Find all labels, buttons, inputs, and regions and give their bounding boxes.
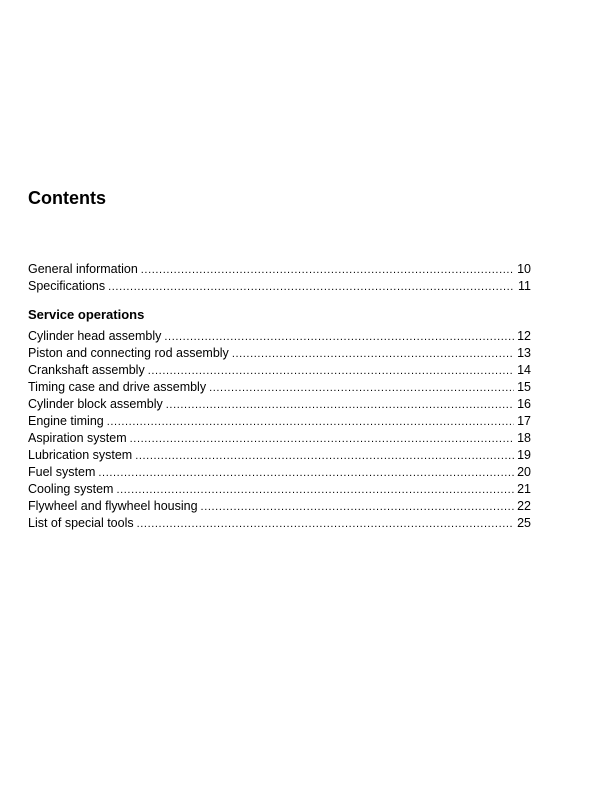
toc-entry-label: Crankshaft assembly: [28, 363, 145, 377]
toc-general-list: [28, 261, 531, 295]
toc-entry-label: Lubrication system: [28, 448, 133, 462]
toc-service-section: [28, 306, 531, 532]
toc-entry-label: Engine timing: [28, 414, 104, 428]
toc-entry[interactable]: [28, 430, 531, 447]
toc-entry-page: 25: [517, 516, 531, 530]
toc-entry-page: 18: [517, 431, 531, 445]
toc-entry-label: Cooling system: [28, 482, 114, 496]
toc-entry[interactable]: [28, 498, 531, 515]
toc-entry-page: 15: [517, 380, 531, 394]
toc-entry-label: Cylinder block assembly: [28, 397, 163, 411]
toc-entry-label: Timing case and drive assembly: [28, 380, 207, 394]
toc-entry-label: Flywheel and flywheel housing: [28, 499, 198, 513]
toc-entry[interactable]: [28, 362, 531, 379]
dot-leader: [166, 397, 514, 414]
toc-entry-label: Aspiration system: [28, 431, 127, 445]
toc-entry-label: Piston and connecting rod assembly: [28, 346, 229, 360]
dot-leader: [148, 363, 514, 380]
page-title: Contents: [28, 188, 106, 208]
toc-entry-page: 21: [517, 482, 531, 496]
toc-entry-page: 13: [517, 346, 531, 360]
toc-entry-label: Specifications: [28, 279, 106, 293]
toc-entry[interactable]: [28, 413, 531, 430]
toc-entry[interactable]: [28, 464, 531, 481]
toc-entry[interactable]: [28, 328, 531, 345]
dot-leader: [130, 431, 514, 448]
dot-leader: [209, 380, 514, 397]
toc-entry-page: 14: [517, 363, 531, 377]
toc-entry-page: 12: [517, 329, 531, 343]
toc-entry[interactable]: [28, 447, 531, 464]
toc-entry[interactable]: [28, 481, 531, 498]
dot-leader: [232, 346, 514, 363]
toc-entry[interactable]: [28, 396, 531, 413]
toc-entry-label: Cylinder head assembly: [28, 329, 162, 343]
toc-entry[interactable]: [28, 278, 531, 295]
dot-leader: [135, 448, 514, 465]
toc-entry-page: 11: [518, 279, 531, 293]
section-heading: Service operations: [28, 307, 145, 322]
dot-leader: [137, 516, 514, 533]
toc-entry-page: 17: [517, 414, 531, 428]
toc-entry-label: List of special tools: [28, 516, 134, 530]
toc-entry-page: 10: [517, 262, 531, 276]
toc-entry[interactable]: [28, 261, 531, 278]
dot-leader: [164, 329, 514, 346]
toc-entry[interactable]: [28, 379, 531, 396]
dot-leader: [98, 465, 514, 482]
dot-leader: [141, 262, 514, 279]
toc-entry-label: Fuel system: [28, 465, 96, 479]
toc-entry[interactable]: [28, 515, 531, 532]
toc-entry-label: General information: [28, 262, 138, 276]
dot-leader: [201, 499, 515, 516]
toc-entry-page: 22: [517, 499, 531, 513]
dot-leader: [116, 482, 514, 499]
dot-leader: [108, 279, 515, 296]
toc-entry-page: 20: [517, 465, 531, 479]
dot-leader: [107, 414, 514, 431]
toc-entry-page: 16: [517, 397, 531, 411]
toc-entry-page: 19: [517, 448, 531, 462]
toc-entry[interactable]: [28, 345, 531, 362]
